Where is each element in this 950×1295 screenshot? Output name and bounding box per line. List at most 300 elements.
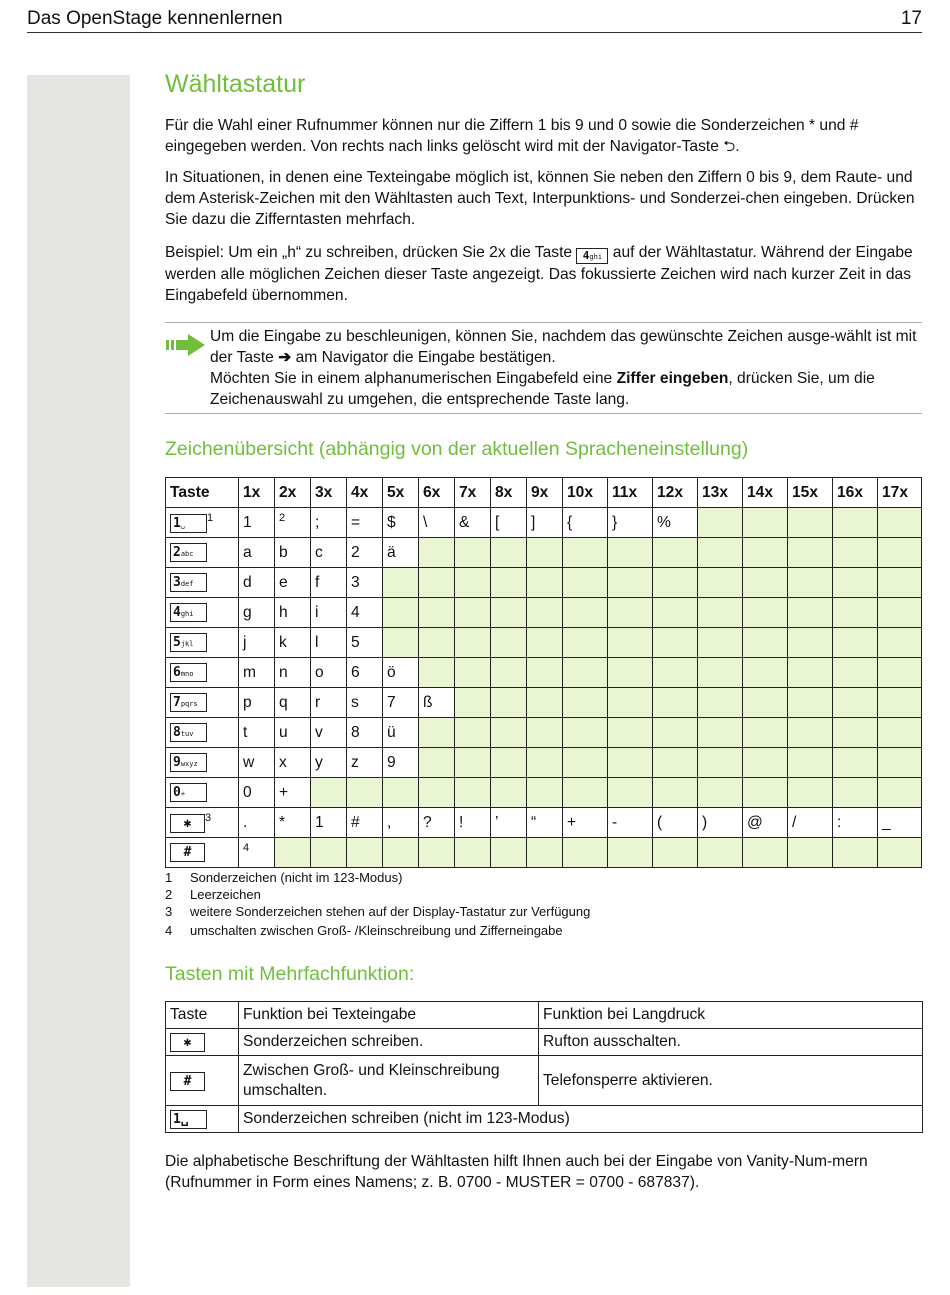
- overview-cell: [743, 628, 788, 658]
- key-letters: pqrs: [180, 700, 198, 708]
- paragraph-example: [165, 242, 922, 306]
- overview-cell: -: [608, 808, 653, 838]
- key-letters: +: [180, 790, 186, 798]
- paragraph-text-input: In Situationen, in denen eine Texteingabe möglich ist, können Sie neben den Ziffern 0 bis 9, dem Raute- und dem Asterisk-Zeichen mit den Wähltasten auch Text, Interpunktions- und Sonderzei-chen eingeben. Drücken Sie dazu die Zifferntasten mehrfach.: [165, 169, 915, 228]
- overview-cell: [608, 658, 653, 688]
- overview-cell: [878, 748, 922, 778]
- overview-row: [166, 808, 922, 838]
- overview-key-cell: [166, 688, 239, 718]
- note-line2c: , drücken Sie, um die Zeichenauswahl zu umgehen, die entsprechende Taste lang.: [210, 370, 875, 408]
- overview-cell: [743, 538, 788, 568]
- overview-cell: [833, 508, 878, 538]
- overview-cell: [383, 778, 419, 808]
- overview-cell: [311, 778, 347, 808]
- overview-cell: [563, 568, 608, 598]
- overview-header-10: 10x: [563, 478, 608, 508]
- overview-cell: #: [347, 808, 383, 838]
- dial-key-icon: ✱: [170, 814, 205, 833]
- hash-key-icon: #: [170, 1072, 205, 1091]
- overview-cell: v: [311, 718, 347, 748]
- overview-cell: [347, 838, 383, 868]
- overview-cell: [491, 598, 527, 628]
- multi-text-cell: Sonderzeichen schreiben.: [239, 1029, 539, 1056]
- overview-cell: ,: [383, 808, 419, 838]
- key-letters: tuv: [180, 730, 194, 738]
- overview-cell: +: [563, 808, 608, 838]
- overview-row: [166, 538, 922, 568]
- overview-key-cell: [166, 718, 239, 748]
- overview-cell: h: [275, 598, 311, 628]
- overview-cell: ]: [527, 508, 563, 538]
- overview-cell: [491, 538, 527, 568]
- overview-cell: r: [311, 688, 347, 718]
- overview-cell: [491, 748, 527, 778]
- overview-cell: [878, 778, 922, 808]
- overview-cell: [653, 748, 698, 778]
- overview-cell: u: [275, 718, 311, 748]
- overview-cell: ß: [419, 688, 455, 718]
- overview-cell: [419, 538, 455, 568]
- overview-cell: [608, 748, 653, 778]
- overview-cell: y: [311, 748, 347, 778]
- overview-cell: [563, 658, 608, 688]
- overview-cell: [419, 568, 455, 598]
- overview-cell: [743, 508, 788, 538]
- right-arrow-icon: ➔: [278, 349, 292, 366]
- overview-cell: &: [455, 508, 491, 538]
- multi-header-row: [166, 1002, 923, 1029]
- overview-cell: [743, 748, 788, 778]
- overview-cell: 7: [383, 688, 419, 718]
- overview-cell: [608, 718, 653, 748]
- overview-cell: [608, 688, 653, 718]
- overview-cell: o: [311, 658, 347, 688]
- overview-cell: [419, 778, 455, 808]
- dial-key-icon: 8tuv: [170, 723, 207, 742]
- overview-cell: ö: [383, 658, 419, 688]
- overview-cell: [743, 838, 788, 868]
- footnote-text: Sonderzeichen (nicht im 123-Modus): [190, 870, 403, 885]
- overview-cell: [743, 568, 788, 598]
- overview-cell: [878, 718, 922, 748]
- overview-cell: .: [239, 808, 275, 838]
- overview-cell: [833, 598, 878, 628]
- multi-key-cell: [166, 1106, 239, 1133]
- overview-cell: [419, 838, 455, 868]
- overview-cell: 5: [347, 628, 383, 658]
- overview-cell: “: [527, 808, 563, 838]
- overview-cell: [311, 838, 347, 868]
- overview-cell: q: [275, 688, 311, 718]
- footnote-text: umschalten zwischen Groß- /Kleinschreibung und Zifferneingabe: [190, 923, 563, 938]
- overview-cell: [788, 688, 833, 718]
- footnote-ref: 4: [243, 842, 250, 855]
- overview-row: [166, 628, 922, 658]
- overview-cell: [653, 568, 698, 598]
- key-letters: abc: [180, 550, 194, 558]
- overview-cell: [698, 748, 743, 778]
- overview-cell: n: [275, 658, 311, 688]
- dial-key-icon: 4ghi: [170, 603, 207, 622]
- note-emphasis: Ziffer eingeben: [616, 370, 729, 387]
- overview-cell: [833, 628, 878, 658]
- overview-cell: k: [275, 628, 311, 658]
- overview-cell: [788, 838, 833, 868]
- overview-cell: ä: [383, 538, 419, 568]
- footnote-ref: 1: [207, 511, 214, 524]
- star-key-icon: ✱: [170, 1033, 205, 1052]
- overview-title: Zeichenübersicht (abhängig von der aktuellen Spracheneinstellung): [165, 438, 749, 460]
- overview-cell: {: [563, 508, 608, 538]
- overview-cell: [743, 688, 788, 718]
- footnote-ref: 3: [205, 811, 212, 824]
- multi-text-cell: Zwischen Groß- und Kleinschreibung umschalten.: [239, 1056, 539, 1106]
- overview-row: [166, 718, 922, 748]
- multi-key-cell: [166, 1056, 239, 1106]
- multi-long-cell: Rufton ausschalten.: [539, 1029, 923, 1056]
- overview-cell: [698, 508, 743, 538]
- overview-cell: [608, 628, 653, 658]
- overview-cell: [347, 778, 383, 808]
- overview-cell: [527, 568, 563, 598]
- overview-key-cell: [166, 838, 239, 868]
- overview-cell: [455, 598, 491, 628]
- header-title: Das OpenStage kennenlernen: [27, 8, 283, 29]
- overview-cell: [491, 718, 527, 748]
- overview-cell: m: [239, 658, 275, 688]
- overview-cell: [563, 688, 608, 718]
- overview-cell: [455, 838, 491, 868]
- overview-cell: t: [239, 718, 275, 748]
- overview-cell: [608, 778, 653, 808]
- overview-cell: [383, 838, 419, 868]
- overview-cell: [: [491, 508, 527, 538]
- overview-cell: [743, 718, 788, 748]
- overview-key-cell: [166, 808, 239, 838]
- overview-cell: [653, 538, 698, 568]
- overview-cell: [788, 538, 833, 568]
- overview-cell: [878, 598, 922, 628]
- multi-row-hash: [166, 1056, 923, 1106]
- overview-cell: [455, 628, 491, 658]
- overview-cell: !: [455, 808, 491, 838]
- overview-cell: [608, 568, 653, 598]
- overview-cell: 1: [311, 808, 347, 838]
- overview-cell: [491, 628, 527, 658]
- footnote: [165, 870, 402, 885]
- overview-row: [166, 778, 922, 808]
- overview-cell: [491, 658, 527, 688]
- multi-row-one: [166, 1106, 923, 1133]
- overview-cell: [698, 598, 743, 628]
- overview-header-16: 16x: [833, 478, 878, 508]
- overview-header-17: 17x: [878, 478, 922, 508]
- overview-cell: [878, 568, 922, 598]
- overview-cell: [788, 628, 833, 658]
- overview-cell: s: [347, 688, 383, 718]
- overview-header-15: 15x: [788, 478, 833, 508]
- key-letters: jkl: [180, 640, 194, 648]
- overview-cell: [653, 688, 698, 718]
- overview-cell: [743, 598, 788, 628]
- footnote: [165, 923, 563, 938]
- footnote-number: 4: [165, 923, 173, 938]
- multi-header-long: Funktion bei Langdruck: [539, 1002, 923, 1029]
- overview-cell: [527, 598, 563, 628]
- overview-cell: [653, 598, 698, 628]
- overview-cell: [833, 688, 878, 718]
- footnote-ref: 2: [279, 512, 286, 525]
- overview-cell: [788, 748, 833, 778]
- overview-cell: [608, 538, 653, 568]
- overview-cell: p: [239, 688, 275, 718]
- overview-cell: [419, 628, 455, 658]
- overview-cell: [491, 688, 527, 718]
- overview-cell: [527, 748, 563, 778]
- overview-cell: [419, 658, 455, 688]
- overview-cell: [527, 718, 563, 748]
- overview-cell: [698, 838, 743, 868]
- footnote: [165, 904, 590, 919]
- key-letters: mno: [180, 670, 194, 678]
- overview-cell: 3: [347, 568, 383, 598]
- overview-row: [166, 598, 922, 628]
- overview-cell: [878, 628, 922, 658]
- dial-key-icon: 5jkl: [170, 633, 207, 652]
- overview-cell: [833, 748, 878, 778]
- overview-row: [166, 568, 922, 598]
- overview-cell: ?: [419, 808, 455, 838]
- overview-header-4: 4x: [347, 478, 383, 508]
- overview-cell: a: [239, 538, 275, 568]
- overview-header-5: 5x: [383, 478, 419, 508]
- overview-key-cell: [166, 598, 239, 628]
- overview-cell: \: [419, 508, 455, 538]
- overview-cell: [527, 658, 563, 688]
- overview-header-row: [166, 478, 922, 508]
- key-letters: def: [180, 580, 194, 588]
- overview-cell: [419, 718, 455, 748]
- overview-cell: /: [788, 808, 833, 838]
- overview-cell: z: [347, 748, 383, 778]
- one-key-icon: 1␣: [170, 1110, 207, 1129]
- closing-paragraph: Die alphabetische Beschriftung der Wähltasten hilft Ihnen auch bei der Eingabe von Vanity-Num-mern (Rufnummer in Form eines Namens; z. B. 0700 - MUSTER = 0700 - 687837).: [165, 1153, 868, 1191]
- overview-cell: [275, 508, 311, 538]
- example-text-a: Beispiel: Um ein „h“ zu schreiben, drücken Sie 2x die Taste: [165, 244, 573, 261]
- overview-key-cell: [166, 658, 239, 688]
- overview-cell: [878, 508, 922, 538]
- overview-cell: [653, 778, 698, 808]
- overview-row: [166, 508, 922, 538]
- overview-cell: [419, 748, 455, 778]
- overview-cell: [419, 598, 455, 628]
- overview-key-cell: [166, 628, 239, 658]
- tip-arrow-icon: [165, 333, 207, 357]
- overview-cell: b: [275, 538, 311, 568]
- dial-key-icon: 2abc: [170, 543, 207, 562]
- overview-cell: [698, 658, 743, 688]
- overview-cell: [788, 658, 833, 688]
- overview-cell: [491, 778, 527, 808]
- overview-cell: j: [239, 628, 275, 658]
- overview-cell: [788, 568, 833, 598]
- multi-key-cell: [166, 1029, 239, 1056]
- overview-cell: 6: [347, 658, 383, 688]
- sidebar-margin: [27, 75, 130, 1287]
- overview-row: [166, 838, 922, 868]
- dial-key-icon: 0+: [170, 783, 207, 802]
- page-number: 17: [900, 8, 922, 29]
- dial-key-icon: #: [170, 843, 205, 862]
- overview-header-8: 8x: [491, 478, 527, 508]
- footnote-number: 1: [165, 870, 173, 885]
- overview-cell: [698, 628, 743, 658]
- overview-cell: 8: [347, 718, 383, 748]
- footnote-number: 3: [165, 904, 173, 919]
- overview-cell: w: [239, 748, 275, 778]
- overview-cell: [527, 838, 563, 868]
- overview-cell: [455, 778, 491, 808]
- overview-cell: [383, 568, 419, 598]
- overview-header-13: 13x: [698, 478, 743, 508]
- overview-cell: *: [275, 808, 311, 838]
- overview-header-3: 3x: [311, 478, 347, 508]
- overview-cell: [653, 718, 698, 748]
- overview-cell: e: [275, 568, 311, 598]
- overview-cell: ü: [383, 718, 419, 748]
- overview-cell: [833, 778, 878, 808]
- overview-cell: c: [311, 538, 347, 568]
- footnote-number: 2: [165, 887, 173, 902]
- tip-note: [165, 322, 922, 414]
- note-line1: Um die Eingabe zu beschleunigen, können Sie, nachdem das gewünschte Zeichen ausge-wählt ist mit der Taste: [210, 328, 917, 366]
- overview-cell: ;: [311, 508, 347, 538]
- overview-key-cell: [166, 538, 239, 568]
- overview-cell: ): [698, 808, 743, 838]
- key-letters: ␣: [180, 521, 186, 530]
- overview-cell: [698, 568, 743, 598]
- overview-cell: x: [275, 748, 311, 778]
- multi-row-star: [166, 1029, 923, 1056]
- overview-cell: [563, 538, 608, 568]
- key-4-icon: 4ghi: [576, 248, 608, 264]
- footnote: [165, 887, 261, 902]
- overview-cell: :: [833, 808, 878, 838]
- overview-header-14: 14x: [743, 478, 788, 508]
- overview-cell: [743, 778, 788, 808]
- overview-header-11: 11x: [608, 478, 653, 508]
- overview-cell: [698, 778, 743, 808]
- overview-key-cell: [166, 508, 239, 538]
- overview-cell: [743, 658, 788, 688]
- overview-cell: [833, 718, 878, 748]
- multi-function-table: [165, 1001, 923, 1133]
- section-title: Wähltastatur: [165, 70, 306, 98]
- overview-cell: 0: [239, 778, 275, 808]
- back-arrow-icon: ⮌: [723, 138, 736, 155]
- overview-cell: [383, 628, 419, 658]
- overview-cell: [563, 838, 608, 868]
- overview-cell: =: [347, 508, 383, 538]
- overview-cell: [653, 838, 698, 868]
- dial-key-icon: 1␣: [170, 514, 207, 533]
- overview-cell: g: [239, 598, 275, 628]
- overview-cell: }: [608, 508, 653, 538]
- overview-cell: [653, 628, 698, 658]
- overview-row: [166, 748, 922, 778]
- overview-cell: i: [311, 598, 347, 628]
- overview-cell: [563, 718, 608, 748]
- overview-cell: [878, 658, 922, 688]
- dial-key-icon: 6mno: [170, 663, 207, 682]
- example-text-b: auf der Wähltastatur. Während der Eingabe werden alle möglichen Zeichen dieser Taste angezeigt. Das fokussierte Zeichen wird nach kurzer Zeit in das Eingabefeld übernommen.: [165, 244, 913, 304]
- overview-cell: 2: [347, 538, 383, 568]
- overview-cell: ’: [491, 808, 527, 838]
- overview-cell: [455, 688, 491, 718]
- overview-key-cell: [166, 568, 239, 598]
- key-letters: ghi: [180, 610, 194, 618]
- overview-header-7: 7x: [455, 478, 491, 508]
- overview-cell: [878, 538, 922, 568]
- overview-cell: 1: [239, 508, 275, 538]
- footnote-text: weitere Sonderzeichen stehen auf der Display-Tastatur zur Verfügung: [190, 904, 591, 919]
- overview-cell: [383, 598, 419, 628]
- overview-cell: [788, 508, 833, 538]
- overview-cell: [455, 718, 491, 748]
- note-line1b: am Navigator die Eingabe bestätigen.: [295, 349, 556, 366]
- overview-cell: [788, 778, 833, 808]
- paragraph-dialing: Für die Wahl einer Rufnummer können nur die Ziffern 1 bis 9 und 0 sowie die Sonderzeichen * und # eingegeben werden. Von rechts nach links gelöscht wird mit der Navigator-Taste ⮌.: [165, 117, 859, 155]
- overview-cell: [833, 838, 878, 868]
- overview-cell: [878, 688, 922, 718]
- overview-header-2: 2x: [275, 478, 311, 508]
- overview-cell: [563, 748, 608, 778]
- dial-key-icon: 3def: [170, 573, 207, 592]
- multi-long-cell: Telefonsperre aktivieren.: [539, 1056, 923, 1106]
- multi-header-text: Funktion bei Texteingabe: [239, 1002, 539, 1029]
- overview-cell: [833, 568, 878, 598]
- overview-cell: [239, 838, 275, 868]
- overview-cell: [788, 718, 833, 748]
- overview-cell: [563, 628, 608, 658]
- overview-cell: [563, 778, 608, 808]
- overview-cell: [527, 538, 563, 568]
- footnote-text: Leerzeichen: [190, 887, 261, 902]
- overview-cell: [563, 598, 608, 628]
- overview-header-0: Taste: [166, 478, 239, 508]
- overview-cell: [698, 688, 743, 718]
- character-overview-table: [165, 477, 922, 868]
- overview-cell: [527, 688, 563, 718]
- note-line2a: Möchten Sie in einem alphanumerischen Eingabefeld eine: [210, 370, 613, 387]
- overview-cell: [491, 568, 527, 598]
- overview-cell: [788, 598, 833, 628]
- overview-row: [166, 658, 922, 688]
- overview-cell: [455, 748, 491, 778]
- overview-key-cell: [166, 778, 239, 808]
- overview-header-6: 6x: [419, 478, 455, 508]
- overview-cell: _: [878, 808, 922, 838]
- overview-cell: f: [311, 568, 347, 598]
- overview-cell: [527, 628, 563, 658]
- overview-cell: [527, 778, 563, 808]
- overview-cell: (: [653, 808, 698, 838]
- multi-header-key: Taste: [166, 1002, 239, 1029]
- overview-cell: [698, 538, 743, 568]
- paragraph-dialing-text: Für die Wahl einer Rufnummer können nur die Ziffern 1 bis 9 und 0 sowie die Sonderzeichen * und # eingegeben werden. Von rechts nach links gelöscht wird mit der Navigator-Taste: [165, 117, 859, 155]
- page-header: [27, 6, 922, 33]
- multi-text-cell: Sonderzeichen schreiben (nicht im 123-Modus): [239, 1106, 923, 1133]
